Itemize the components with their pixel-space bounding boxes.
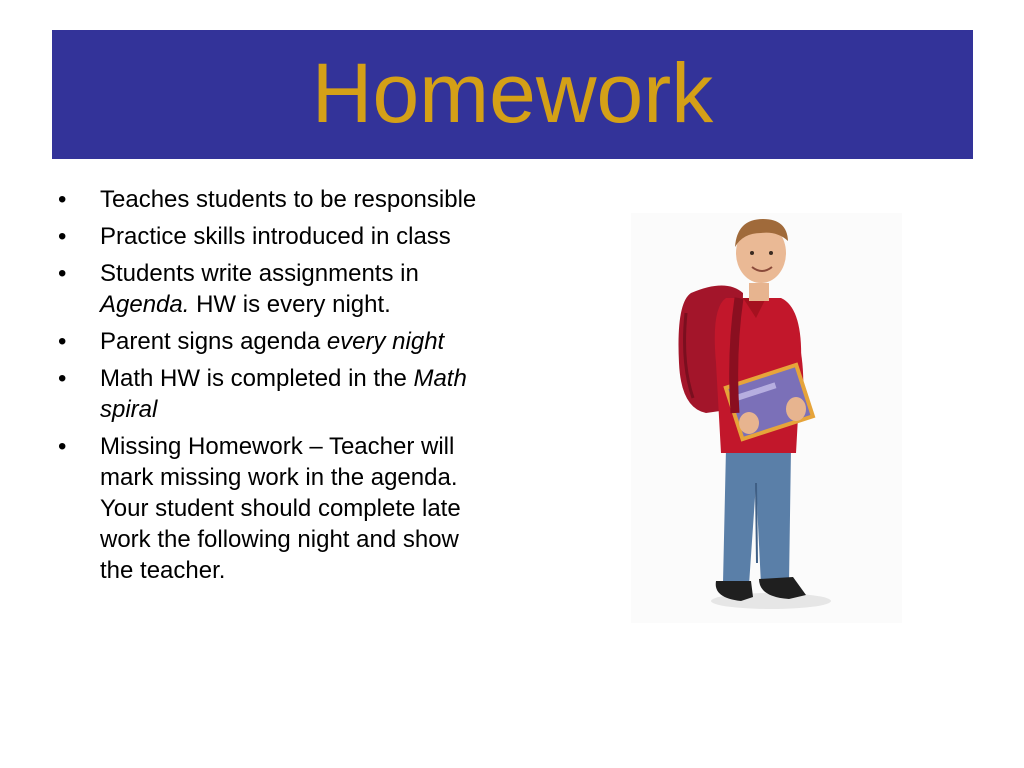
bullet-dot: • xyxy=(58,223,67,250)
bullet-dot: • xyxy=(58,328,67,355)
bullet-dot: • xyxy=(58,433,67,460)
bullet-text-italic: every night xyxy=(326,328,445,355)
title-banner xyxy=(52,30,973,159)
bullet-text-italic: Math spiral xyxy=(100,365,467,423)
bullet-dot: • xyxy=(58,365,67,392)
bullet-list xyxy=(58,184,488,592)
bullet-text: Teaches students to be responsible xyxy=(100,186,477,213)
boy-illustration xyxy=(631,213,902,623)
bullet-item xyxy=(58,431,488,586)
bullet-text-italic: Agenda. xyxy=(100,291,190,318)
bullet-item xyxy=(58,326,488,357)
bullet-text: Missing Homework – Teacher will mark missing work in the agenda. Your student should complete late work the following night and show the teacher. xyxy=(100,433,461,584)
boy-with-backpack-photo xyxy=(631,213,902,623)
bullet-text: Practice skills introduced in class xyxy=(100,223,451,250)
bullet-dot: • xyxy=(58,186,67,213)
slide-title: Homework xyxy=(311,45,714,140)
bullet-item xyxy=(58,221,488,252)
bullet-text-pre: Students write assignments in xyxy=(100,260,419,287)
bullet-text-post: HW is every night. xyxy=(189,291,391,318)
bullet-text-pre: Math HW is completed in the xyxy=(100,365,414,392)
bullet-item xyxy=(58,363,488,425)
bullet-item xyxy=(58,184,488,215)
bullet-item xyxy=(58,258,488,320)
bullet-dot: • xyxy=(58,260,67,287)
bullet-text-pre: Parent signs agenda xyxy=(100,328,327,355)
